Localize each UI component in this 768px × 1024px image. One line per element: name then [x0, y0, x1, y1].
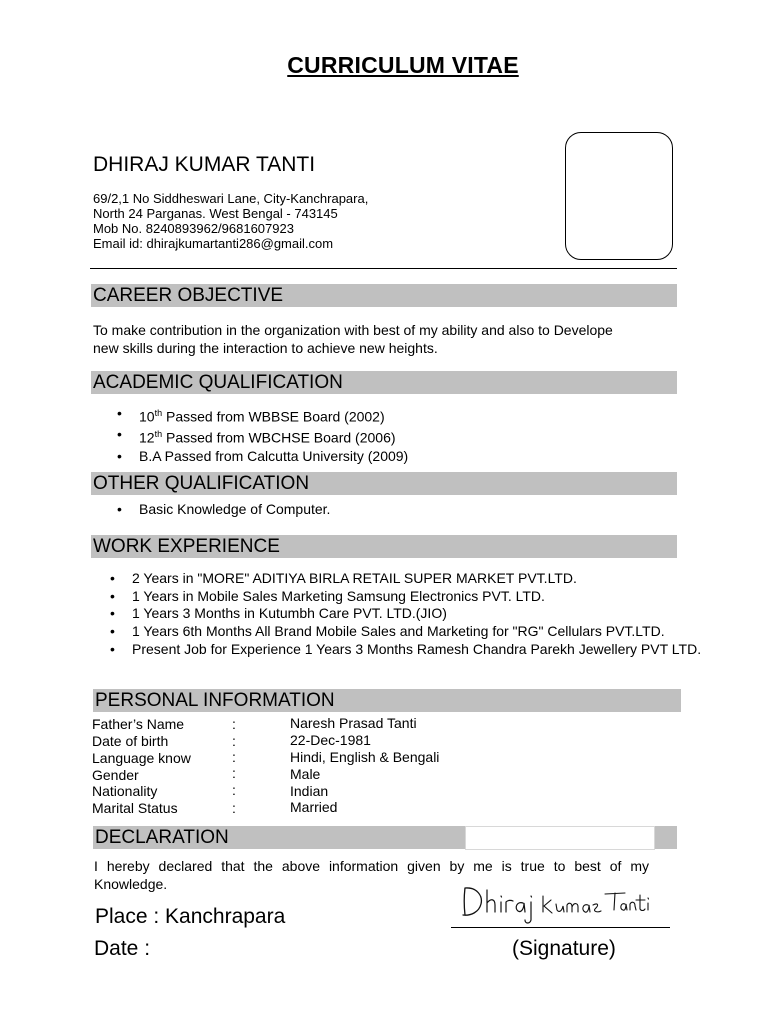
list-item: • Basic Knowledge of Computer.	[139, 501, 330, 519]
personal-sep: :	[232, 765, 236, 781]
personal-sep: :	[232, 749, 236, 765]
personal-sep: :	[232, 733, 236, 749]
personal-label-language: Language know	[92, 750, 191, 766]
handwritten-signature	[455, 882, 655, 926]
personal-label-nationality: Nationality	[92, 783, 158, 799]
list-item: • 10th Passed from WBBSE Board (2002)	[139, 405, 408, 426]
personal-label-marital: Marital Status	[92, 800, 178, 816]
declaration-text: I hereby declared that the above information given by me is true to best of my Knowledge.	[94, 858, 649, 892]
signature-label: (Signature)	[512, 937, 616, 960]
section-work-experience: WORK EXPERIENCE	[91, 535, 677, 558]
list-item: • 2 Years in "MORE" ADITIYA BIRLA RETAIL SUPER MARKET PVT.LTD.	[132, 570, 701, 588]
list-item: • 1 Years in Mobile Sales Marketing Samsung Electronics PVT. LTD.	[132, 588, 701, 606]
personal-sep: :	[232, 800, 236, 816]
career-objective-line-1: To make contribution in the organization with best of my ability and also to Develope	[93, 322, 613, 338]
place-field: Place : Kanchrapara	[95, 905, 286, 928]
other-list	[139, 501, 330, 519]
personal-sep: :	[232, 782, 236, 798]
document-title: CURRICULUM VITAE	[287, 52, 519, 78]
personal-label-gender: Gender	[92, 767, 139, 783]
list-item: • Present Job for Experience 1 Years 3 Months Ramesh Chandra Parekh Jewellery PVT LTD.	[132, 641, 701, 659]
academic-list	[139, 405, 408, 465]
work-list	[132, 570, 701, 659]
section-declaration: DECLARATION	[93, 826, 677, 849]
personal-sep: :	[232, 716, 236, 732]
mobile-number: Mob No. 8240893962/9681607923	[93, 221, 294, 236]
email-address: Email id: dhirajkumartanti286@gmail.com	[93, 236, 334, 251]
section-other-qualification: OTHER QUALIFICATION	[91, 472, 677, 495]
personal-label-dob: Date of birth	[92, 733, 169, 749]
signature-line	[451, 927, 670, 928]
personal-value-language: Hindi, English & Bengali	[290, 749, 440, 765]
personal-label-father: Father’s Name	[92, 716, 185, 732]
list-item: • 12th Passed from WBCHSE Board (2006)	[139, 426, 408, 447]
section-personal-information: PERSONAL INFORMATION	[93, 689, 681, 712]
personal-value-gender: Male	[290, 766, 321, 782]
personal-value-marital: Married	[290, 799, 338, 815]
declaration-box-inner	[467, 828, 653, 848]
list-item: • 1 Years 6th Months All Brand Mobile Sales and Marketing for "RG" Cellulars PVT.LTD.	[132, 623, 701, 641]
list-item: • B.A Passed from Calcutta University (2009)	[139, 448, 408, 466]
personal-value-father: Naresh Prasad Tanti	[290, 715, 417, 731]
header-divider	[90, 268, 677, 269]
personal-value-dob: 22-Dec-1981	[290, 732, 371, 748]
candidate-name: DHIRAJ KUMAR TANTI	[93, 153, 316, 176]
list-item: • 1 Years 3 Months in Kutumbh Care PVT. LTD.(JIO)	[132, 605, 701, 623]
section-academic-qualification: ACADEMIC QUALIFICATION	[91, 371, 677, 394]
section-career-objective: CAREER OBJECTIVE	[91, 284, 677, 307]
date-field: Date :	[94, 937, 151, 960]
photo-placeholder	[565, 132, 673, 260]
career-objective-line-2: new skills during the interaction to achieve new heights.	[93, 340, 438, 356]
address-line-1: 69/2,1 No Siddheswari Lane, City-Kanchrapara,	[93, 191, 369, 206]
address-line-2: North 24 Parganas. West Bengal - 743145	[93, 206, 338, 221]
personal-value-nationality: Indian	[290, 783, 329, 799]
